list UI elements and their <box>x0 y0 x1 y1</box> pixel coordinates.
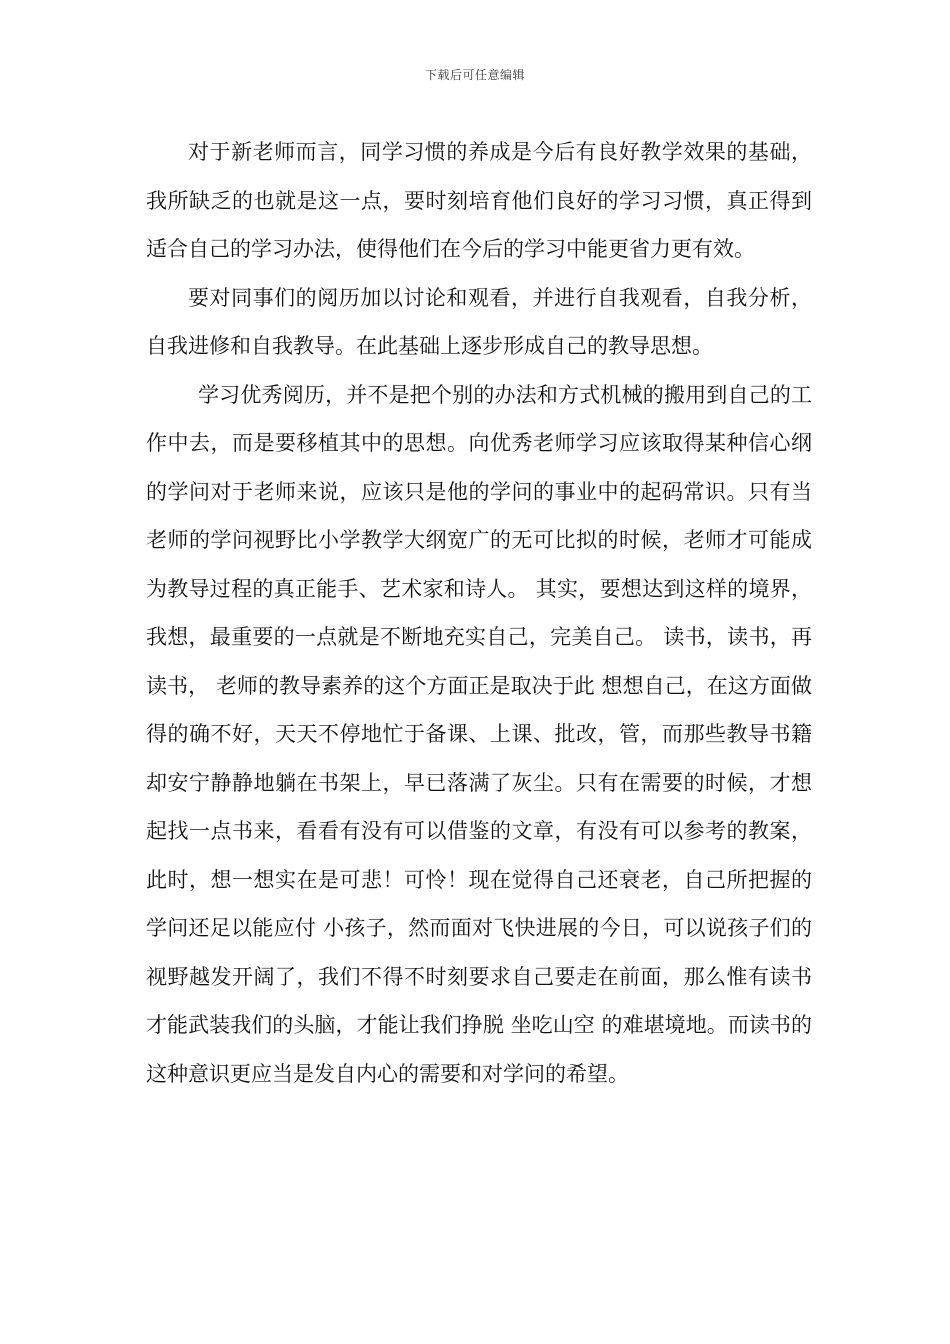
document-body <box>146 128 812 1098</box>
paragraph-2: 要对同事们的阅历加以讨论和观看，并进行自我观看，自我分析，自我进修和自我教导。在此基础上逐步形成自己的教导思想。 <box>146 285 812 358</box>
paragraph-1: 对于新老师而言，同学习惯的养成是今后有良好教学效果的基础，我所缺乏的也就是这一点，要时刻培育他们良好的学习习惯，真正得到适合自己的学习办法，使得他们在今后的学习中能更省力更有效。 <box>146 140 812 261</box>
page-header: 下载后可任意编辑 <box>424 68 525 82</box>
paragraph-3: 学习优秀阅历，并不是把个别的办法和方式机械的搬用到自己的工作中去，而是要移植其中的思想。向优秀老师学习应该取得某种信心纲的学问对于老师来说，应该只是他的学问的事业中的起码常识。只有当老师的学问视野比小学教学大纲宽广的无可比拟的时候，老师才可能成为教导过程的真正能手、艺术家和诗人。 其实，要想达到这样的境界，我想，最重要的一点就是不断地充实自己，完美自己。 读书，读书，再读书， 老师的教导素养的这个方面正是取决于此 想想自己，在这方面做得的确不好，天天不停地忙于备课、上课、批改，管，而那些教导书籍却安宁静静地躺在书架上，早已落满了灰尘。只有在需要的时候，才想起找一点书来，看看有没有可以借鉴的文章，有没有可以参考的教案，此时，想一想实在是可悲！可怜！现在觉得自己还衰老，自己所把握的学问还足以能应付 小孩子，然而面对飞快进展的今日，可以说孩子们的视野越发开阔了，我们不得不时刻要求自己要走在前面，那么惟有读书才能武装我们的头脑，才能让我们挣脱 坐吃山空 的难堪境地。而读书的这种意识更应当是发自内心的需要和对学问的希望。 <box>146 382 812 1086</box>
